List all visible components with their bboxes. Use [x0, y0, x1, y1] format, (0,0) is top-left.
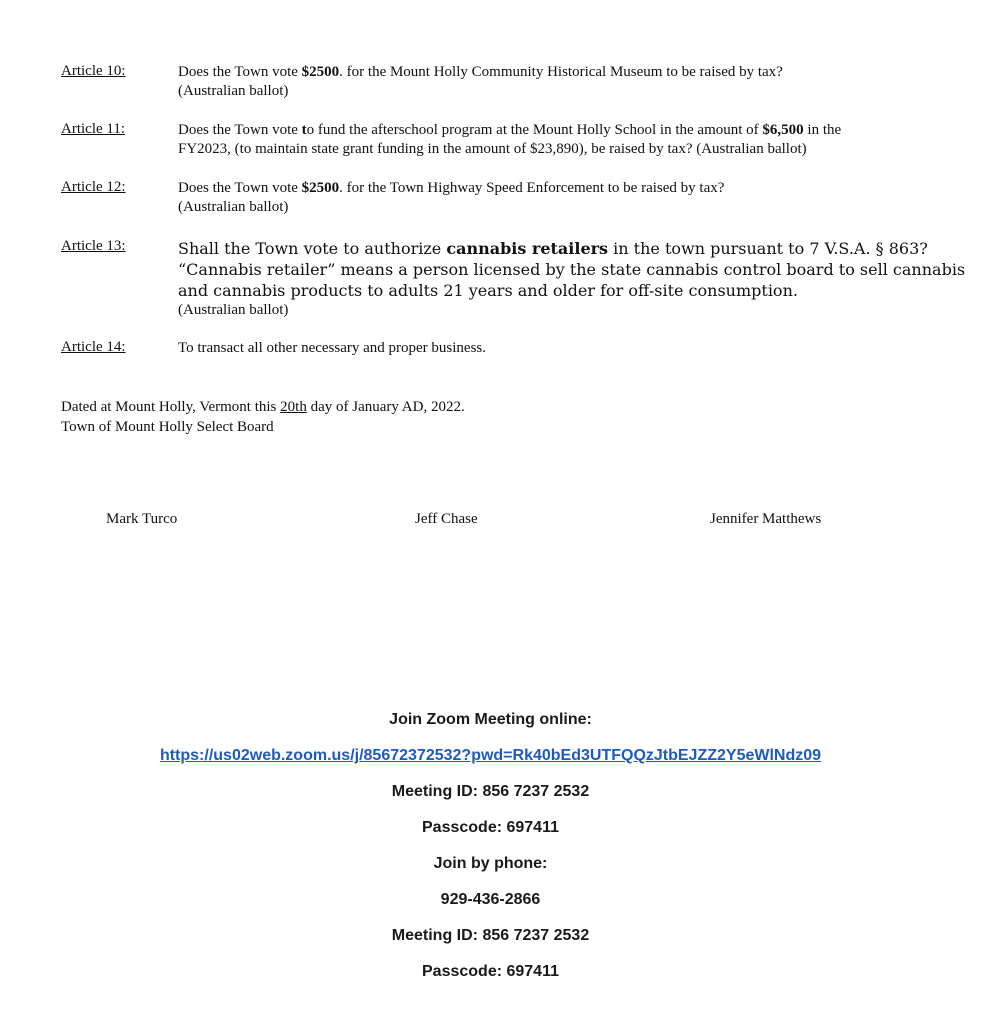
- phone-number: 929-436-2866: [440, 891, 541, 908]
- zoom-link-row: [0, 747, 981, 765]
- article-text: Does the Town vote to fund the afterschool program at the Mount Holly School in the amount of $6,500 in the FY2023, (to maintain state grant funding in the amount of $23,890), be raised by tax? (Australian ballot): [178, 122, 842, 157]
- signer-mark-turco: Mark Turco: [106, 511, 178, 527]
- article-label: Article 10:: [61, 63, 126, 79]
- meeting-id-phone: Meeting ID: 856 7237 2532: [391, 927, 590, 944]
- signer-jeff-chase: Jeff Chase: [415, 511, 478, 527]
- article-label: Article 12:: [61, 179, 126, 195]
- zoom-heading: Join Zoom Meeting online:: [389, 711, 592, 728]
- article-label: Article 13:: [61, 238, 126, 254]
- passcode-phone: Passcode: 697411: [422, 963, 559, 980]
- article-text: To transact all other necessary and proper business.: [178, 340, 487, 356]
- article-label: Article 14:: [61, 339, 126, 355]
- article-text: Does the Town vote $2500. for the Town Highway Speed Enforcement to be raised by tax? (Australian ballot): [178, 180, 725, 215]
- meeting-id-online: Meeting ID: 856 7237 2532: [391, 783, 590, 800]
- phone-heading: Join by phone:: [433, 855, 548, 872]
- article-text: Shall the Town vote to authorize cannabis retailers in the town pursuant to 7 V.S.A. § 863? “Cannabis retailer” means a person licensed by the state cannabis control board to sell cannabis and cannabis products to adults 21 years and older for off-site consumption. (Australian ballot): [178, 239, 966, 318]
- signer-jennifer-matthews: Jennifer Matthews: [710, 511, 822, 527]
- article-label: Article 11:: [61, 121, 126, 137]
- zoom-meeting-link[interactable]: https://us02web.zoom.us/j/85672372532?pwd=Rk40bEd3UTFQQzJtbEJZZ2Y5eWlNdz09: [159, 747, 822, 764]
- article-text: Does the Town vote $2500. for the Mount Holly Community Historical Museum to be raised by tax? (Australian ballot): [178, 64, 783, 99]
- select-board-label: Town of Mount Holly Select Board: [61, 419, 274, 435]
- passcode-online: Passcode: 697411: [422, 819, 559, 836]
- dated-statement: Dated at Mount Holly, Vermont this 20th day of January AD, 2022. Town of Mount Holly Select Board: [61, 399, 465, 435]
